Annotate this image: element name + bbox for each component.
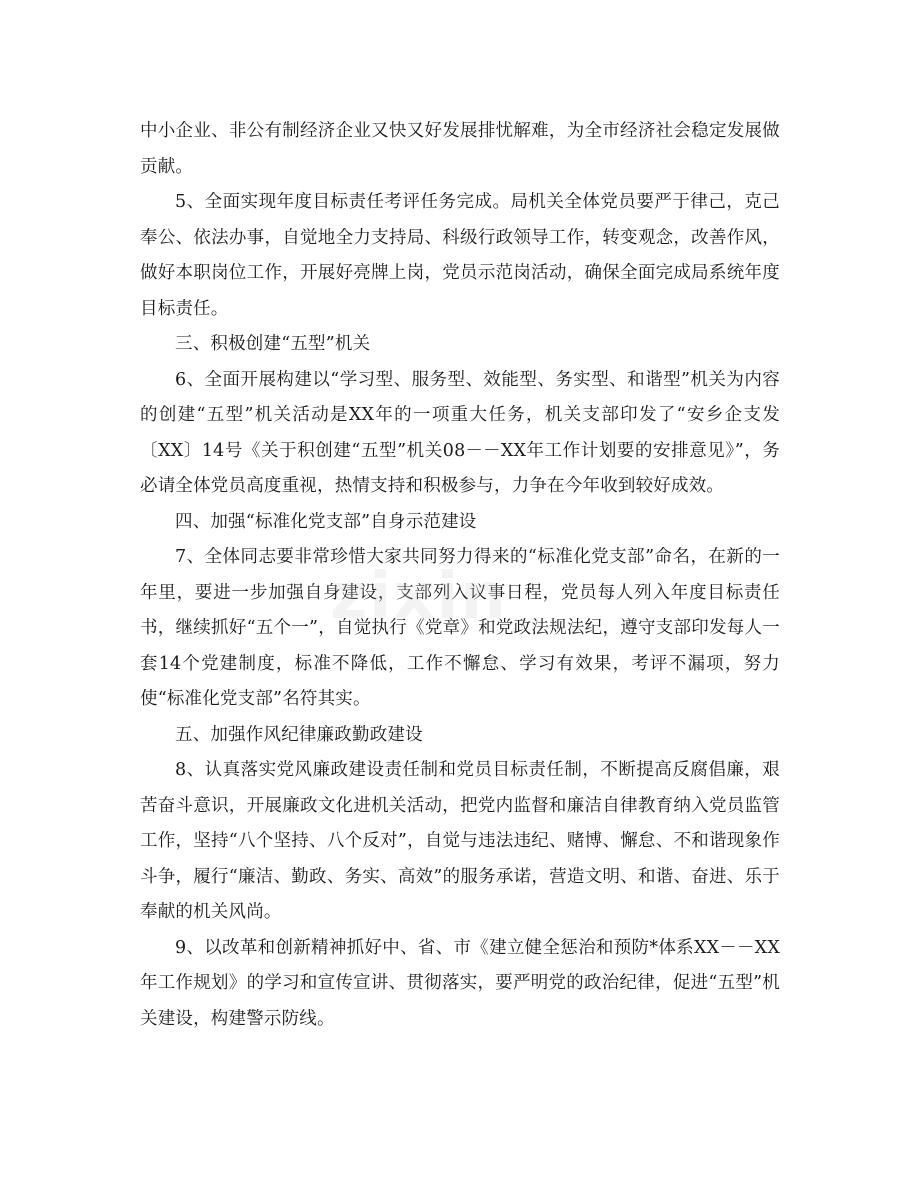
paragraph-4: 6、全面开展构建以“学习型、服务型、效能型、务实型、和谐型”机关为内容的创建“五型”机关活动是XX年的一项重大任务，机关支部印发了“安乡企支发〔XX〕14号《关于积创建“五型”机关08－－XX年工作计划要的安排意见》”，务必请全体党员高度重视，热情支持和积极参与，力争在今年收到较好成效。: [140, 369, 780, 496]
paragraph-9: 9、以改革和创新精神抓好中、省、市《建立健全惩治和预防*体系XX－－XX年工作规划》的学习和宣传宣讲、贯彻落实，要严明党的政治纪律，促进“五型”机关建设，构建警示防线。: [140, 937, 780, 1029]
section-heading-5: 五、加强作风纪律廉政勤政建设: [175, 724, 423, 745]
paragraph-2: 5、全面实现年度目标责任考评任务完成。局机关全体党员要严于律己，克己奉公、依法办事，自觉地全力支持局、科级行政领导工作，转变观念，改善作风，做好本职岗位工作，开展好亮牌上岗，党员示范岗活动，确保全面完成局系统年度目标责任。: [140, 192, 780, 319]
paragraph-8: 8、认真落实党风廉政建设责任制和党员目标责任制，不断提高反腐倡廉，艰苦奋斗意识，开展廉政文化进机关活动，把党内监督和廉洁自律教育纳入党员监管工作，坚持“八个坚持、八个反对”，自觉与违法违纪、赌博、懈怠、不和谐现象作斗争，履行“廉洁、勤政、务实、高效”的服务承诺，营造文明、和谐、奋进、乐于奉献的机关风尚。: [140, 760, 780, 922]
watermark-logo: zixin: [330, 560, 508, 634]
section-heading-3: 三、积极创建“五型”机关: [175, 334, 371, 354]
paragraph-6: 7、全体同志要非常珍惜大家共同努力得来的“标准化党支部”命名，在新的一年里，要进一步加强自身建设，支部列入议事日程，党员每人列入年度目标责任书，继续抓好“五个一”，自觉执行《党章》和党政法规法纪，遵守支部印发每人一套14个党建制度，标准不降低，工作不懈怠、学习有效果，考评不漏项，努力使“标准化党支部”名符其实。: [140, 547, 780, 709]
paragraph-1: 中小企业、非公有制经济企业又快又好发展排忧解难，为全市经济社会稳定发展做贡献。: [140, 121, 780, 177]
section-heading-4: 四、加强“标准化党支部”自身示范建设: [175, 511, 477, 532]
document-body: [140, 114, 780, 1037]
